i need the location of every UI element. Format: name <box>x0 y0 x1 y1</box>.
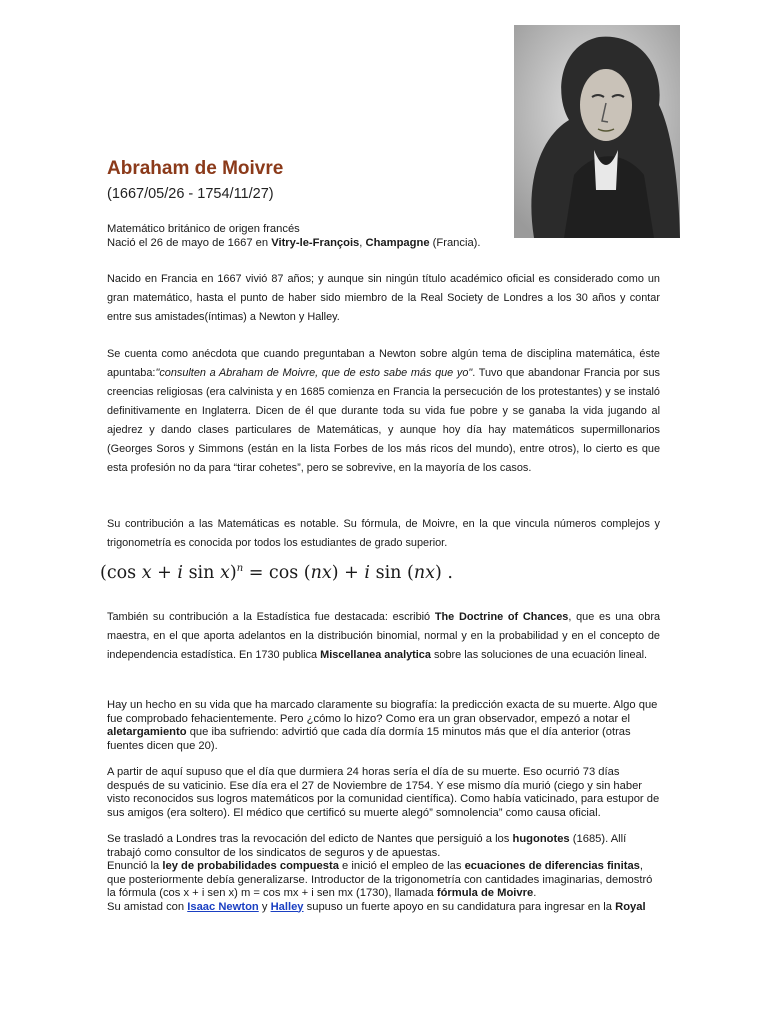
paragraph-5 <box>107 699 660 753</box>
birthplace-region: Champagne <box>365 237 430 249</box>
f-mid: ) + <box>331 563 365 583</box>
birthplace-town: Vitry-le-François <box>271 237 360 249</box>
p7-line-2 <box>107 860 660 901</box>
term-hugonotes: hugonotes <box>512 833 570 845</box>
paragraph-2 <box>107 345 660 478</box>
f-plus: + <box>151 563 178 583</box>
paragraph-7 <box>107 833 660 914</box>
f-i2: i <box>364 563 371 583</box>
f-i1: i <box>177 563 183 583</box>
f-sin2: sin ( <box>370 563 414 583</box>
p4-text: También su contribución a la Estadística fue destacada: escribió <box>107 611 435 623</box>
p7-l3-post: supuso un fuerte apoyo en su candidatura para ingresar en la <box>303 900 616 913</box>
book-miscellanea-analytica: Miscellanea analytica <box>320 649 431 661</box>
f-x1: x <box>141 563 152 583</box>
life-dates: (1667/05/26 - 1754/11/27) <box>107 186 274 202</box>
term-ecuaciones-diferencias: ecuaciones de diferencias finitas <box>464 860 640 872</box>
p7-text-end: (1685). Allí trabajó como consultor de los sindicatos de seguros y de apuestas. <box>107 833 627 859</box>
p4-text-mid: , que es una obra maestra, en el que aporta adelantos en la distribución binomial, normal y en la probabilidad y en el concepto de independencia estadística. En 1730 publica <box>107 611 660 661</box>
f-x3: x <box>321 563 332 583</box>
intro-text-end: (Francia). <box>429 237 481 249</box>
intro-comma: , <box>359 237 366 249</box>
term-ley-probabilidades: ley de probabilidades compuesta <box>162 860 339 872</box>
intro-block <box>107 222 507 250</box>
p7-text: Se trasladó a Londres tras la revocación del edicto de Nantes que persiguió a los <box>107 833 513 845</box>
portrait-image <box>514 25 680 238</box>
f-n2: n <box>310 563 322 583</box>
f-open: (cos <box>100 563 142 583</box>
p5-text-end: que iba sufriendo: advirtió que cada día dormía 15 minutos más que el día anterior (otras fuentes dicen que 20). <box>107 726 631 752</box>
newton-quote: "consulten a Abraham de Moivre, que de esto sabe más que yo" <box>155 367 473 379</box>
page-title: Abraham de Moivre <box>107 158 284 179</box>
p7-line-1 <box>107 833 660 860</box>
link-halley[interactable]: Halley <box>270 900 304 913</box>
f-x2: x <box>219 563 230 583</box>
p7-l3-y: y <box>258 900 271 913</box>
p7-line-3 <box>107 901 660 915</box>
p7-l2-end: . <box>533 887 537 899</box>
term-formula-moivre: fórmula de Moivre <box>436 887 534 899</box>
paragraph-3: Su contribución a las Matemáticas es notable. Su fórmula, de Moivre, en la que vincula números complejos y trigonometría es conocida por todos los estudiantes de grado superior. <box>107 518 660 549</box>
term-aletargamiento: aletargamiento <box>107 726 187 738</box>
p2-text-end: . Tuvo que abandonar Francia por sus creencias religiosas (era calvinista y en 1685 comienza en Francia la persecución de los protestantes) y se instaló definitivamente en Inglaterra. Dicen de él que durante toda su vida fue pobre y se ganaba la vida jugando al ajedrez y dando clases particulares de Matemáticas, y aunque hoy día hay matemáticos supermillonarios (Georges Soros y Simmons (están en la lista Forbes de los más ricos del mundo), entre otros), lo cierto es que esta profesión no da para “tirar cohetes”, pero se sobrevive, en la mayoría de los casos. <box>107 367 661 474</box>
intro-line-2 <box>107 236 507 250</box>
p5-text: Hay un hecho en su vida que ha marcado claramente su biografía: la predicción exacta de su muerte. Algo que fue comprobado fehacientemente. Pero ¿cómo lo hizo? Como era un gran observador, empezó a notar el <box>107 699 658 725</box>
p7-l2-post: , que posteriormente debía generalizarse. Introductor de la trigonometría con cantidades imaginarias, demostró la fórmula (cos x + i sen x) m = cos mx + i sen mx (1730), llamada <box>107 860 653 899</box>
p2-text: Se cuenta como anécdota que cuando preguntaban a Newton sobre algún tema de disciplina matemática, éste apuntaba: <box>107 348 660 379</box>
link-isaac-newton[interactable]: Isaac Newton <box>187 900 259 913</box>
f-sin1: sin <box>183 563 220 583</box>
paragraph-4 <box>107 608 660 665</box>
intro-line-1: Matemático británico de origen francés <box>107 223 300 235</box>
p7-l2-mid: e inició el empleo de las <box>338 860 465 872</box>
term-royal: Royal <box>615 900 646 913</box>
f-n1: n <box>236 563 244 575</box>
f-n3: n <box>413 563 426 583</box>
book-doctrine-of-chances: The Doctrine of Chances <box>434 611 569 623</box>
f-close: ) <box>229 563 237 583</box>
p7-l2-text: Enunció la <box>107 860 163 872</box>
intro-text: Nació el 26 de mayo de 1667 en <box>107 237 272 249</box>
f-x4: x <box>425 563 435 583</box>
p7-l3-text: Su amistad con <box>107 900 188 913</box>
p4-text-end: sobre las soluciones de una ecuación lineal. <box>430 649 648 661</box>
paragraph-6: A partir de aquí supuso que el día que durmiera 24 horas sería el día de su muerte. Eso ocurrió 73 días después de su vaticinio. Ese día era el 27 de Noviembre de 1754. Y ese mismo día murió (ciego y sin haber visto reconocidos sus logros matemáticos por la comunidad científica). Como había vaticinado, para estupor de sus amigos (era soltero). El médico que certificó su muerte alegó” somnolencia” como causa oficial. <box>107 766 660 819</box>
de-moivre-formula <box>100 563 453 583</box>
paragraph-1: Nacido en Francia en 1667 vivió 87 años; y aunque sin ningún título académico oficial es considerado como un gran matemático, hasta el punto de haber sido miembro de la Real Society de Londres a los 30 años y contar entre sus amistades(íntimas) a Newton y Halley. <box>107 273 660 323</box>
f-eq: = cos ( <box>243 563 311 583</box>
f-end: ) . <box>435 563 453 583</box>
